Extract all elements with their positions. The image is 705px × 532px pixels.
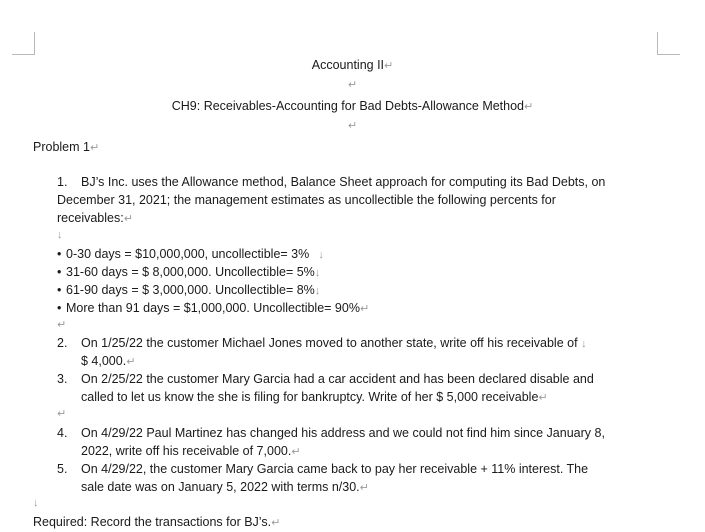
item-5-line-1: On 4/29/22, the customer Mary Garcia came back to pay her receivable + 11% interest. The bbox=[81, 462, 589, 476]
line-break-mark: ↓ bbox=[33, 497, 39, 509]
paragraph-mark: ↵ bbox=[57, 408, 67, 420]
item-number: 1. bbox=[57, 175, 68, 189]
item-5-line-2: sale date was on January 5, 2022 with terms n/30.↵ bbox=[81, 480, 369, 494]
page-corner-top-left bbox=[12, 32, 35, 55]
item-4-line-2: 2022, write off his receivable of 7,000.↵ bbox=[81, 444, 301, 458]
item-2-line-1: On 1/25/22 the customer Michael Jones moved to another state, write off his receivable of ↓ bbox=[81, 336, 587, 350]
item-number: 5. bbox=[57, 462, 68, 476]
item-3-line-1: On 2/25/22 the customer Mary Garcia had a car accident and has been declared disable and bbox=[81, 372, 594, 386]
page-corner-top-right bbox=[657, 32, 680, 55]
document-subtitle: CH9: Receivables-Accounting for Bad Debts-Allowance Method↵ bbox=[171, 99, 534, 113]
item-1-line-3: receivables:↵ bbox=[57, 211, 133, 225]
required-instruction: Required: Record the transactions for BJ’s.↵ bbox=[33, 515, 281, 529]
item-number: 3. bbox=[57, 372, 68, 386]
bullet-item: • 0-30 days = $10,000,000, uncollectible= 3% ↓ bbox=[57, 247, 324, 261]
item-1-line-2: December 31, 2021; the management estimates as uncollectible the following percents for bbox=[57, 193, 556, 207]
bullet-item: • More than 91 days = $1,000,000. Uncollectible= 90%↵ bbox=[57, 301, 370, 315]
paragraph-mark: ↵ bbox=[347, 79, 358, 91]
item-number: 2. bbox=[57, 336, 68, 350]
item-1-line-1: BJ’s Inc. uses the Allowance method, Balance Sheet approach for computing its Bad Debts, on bbox=[81, 175, 606, 189]
item-2-line-2: $ 4,000.↵ bbox=[81, 354, 136, 368]
bullet-item: • 61-90 days = $ 3,000,000. Uncollectible= 8%↓ bbox=[57, 283, 321, 297]
paragraph-mark: ↵ bbox=[347, 120, 358, 132]
bullet-item: • 31-60 days = $ 8,000,000. Uncollectible= 5%↓ bbox=[57, 265, 321, 279]
document-title: Accounting II↵ bbox=[311, 58, 394, 72]
paragraph-mark: ↵ bbox=[57, 319, 67, 331]
line-break-mark: ↓ bbox=[57, 229, 63, 241]
problem-heading: Problem 1↵ bbox=[33, 140, 100, 154]
item-4-line-1: On 4/29/22 Paul Martinez has changed his address and we could not find him since January 8, bbox=[81, 426, 605, 440]
item-number: 4. bbox=[57, 426, 68, 440]
item-3-line-2: called to let us know the she is filing for bankruptcy. Write of her $ 5,000 receivable↵ bbox=[81, 390, 548, 404]
